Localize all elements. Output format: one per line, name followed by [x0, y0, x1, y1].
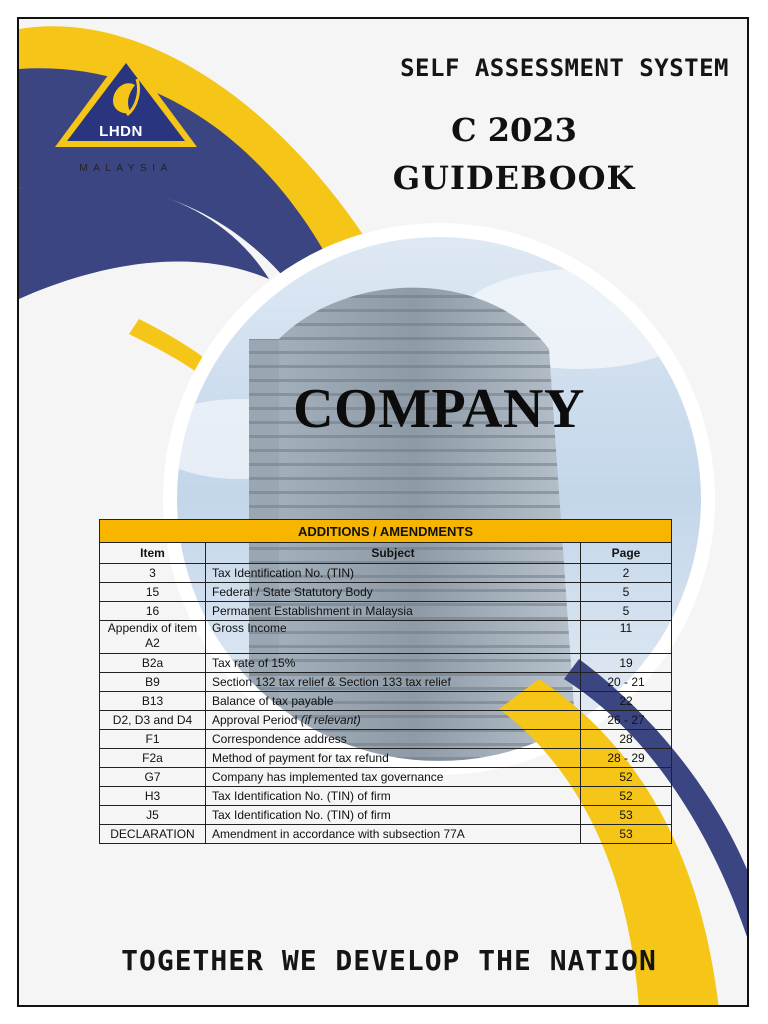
item-cell: H3	[100, 787, 206, 806]
subject-cell: Correspondence address	[206, 730, 581, 749]
subject-text: Approval Period	[212, 712, 301, 727]
subject-cell: Tax Identification No. (TIN)	[206, 564, 581, 583]
page-cell: 22	[581, 692, 672, 711]
subject-note: (if relevant)	[300, 712, 361, 727]
item-cell: B13	[100, 692, 206, 711]
form-year-title: C 2023	[451, 111, 577, 149]
table-row	[100, 583, 672, 602]
table-row	[100, 749, 672, 768]
amendments-rows	[100, 564, 672, 844]
subject-cell: Section 132 tax relief & Section 133 tax relief	[206, 673, 581, 692]
page-cell: 28	[581, 730, 672, 749]
company-title: COMPANY	[293, 378, 585, 440]
item-cell: J5	[100, 806, 206, 825]
subject-cell: Method of payment for tax refund	[206, 749, 581, 768]
table-row	[100, 602, 672, 621]
item-cell: G7	[100, 768, 206, 787]
item-cell: 3	[100, 564, 206, 583]
page-cell: 52	[581, 787, 672, 806]
item-cell: B9	[100, 673, 206, 692]
page-cell: 26 - 27	[581, 711, 672, 730]
item-cell: B2a	[100, 654, 206, 673]
table-row	[100, 564, 672, 583]
subject-cell: Tax rate of 15%	[206, 654, 581, 673]
subject-cell: Tax Identification No. (TIN) of firm	[206, 806, 581, 825]
page-cell: 20 - 21	[581, 673, 672, 692]
item-cell: 15	[100, 583, 206, 602]
guidebook-title: GUIDEBOOK	[392, 159, 636, 197]
page-cell: 53	[581, 806, 672, 825]
table-row	[100, 806, 672, 825]
page-cell: 19	[581, 654, 672, 673]
item-cell: 16	[100, 602, 206, 621]
subject-cell: Gross Income	[206, 621, 581, 654]
page-cell: 5	[581, 602, 672, 621]
table-row	[100, 825, 672, 844]
item-cell: DECLARATION	[100, 825, 206, 844]
table-row	[100, 730, 672, 749]
logo-wordmark: LHDN	[99, 123, 143, 140]
table-row	[100, 711, 672, 730]
amendments-caption: ADDITIONS / AMENDMENTS	[100, 520, 672, 543]
page-cell: 11	[581, 621, 672, 654]
column-header-item: Item	[100, 543, 206, 564]
system-title: SELF ASSESSMENT SYSTEM	[400, 54, 729, 82]
subject-cell	[206, 711, 581, 730]
item-cell: Appendix of item A2	[100, 621, 206, 654]
table-row	[100, 768, 672, 787]
subject-cell: Balance of tax payable	[206, 692, 581, 711]
subject-cell: Company has implemented tax governance	[206, 768, 581, 787]
logo-country: MALAYSIA	[79, 163, 173, 174]
lhdn-logo	[51, 49, 201, 184]
lhdn-logo-triangle	[51, 49, 201, 164]
column-header-subject: Subject	[206, 543, 581, 564]
subject-cell: Amendment in accordance with subsection 77A	[206, 825, 581, 844]
item-cell: F1	[100, 730, 206, 749]
page-cell: 2	[581, 564, 672, 583]
table-row	[100, 692, 672, 711]
page-cell: 28 - 29	[581, 749, 672, 768]
cover-page	[17, 17, 749, 1007]
item-cell: F2a	[100, 749, 206, 768]
subject-cell: Tax Identification No. (TIN) of firm	[206, 787, 581, 806]
page-cell: 53	[581, 825, 672, 844]
subject-cell: Permanent Establishment in Malaysia	[206, 602, 581, 621]
table-row	[100, 673, 672, 692]
page-cell: 5	[581, 583, 672, 602]
footer-slogan: TOGETHER WE DEVELOP THE NATION	[121, 944, 657, 977]
table-row	[100, 654, 672, 673]
item-cell: D2, D3 and D4	[100, 711, 206, 730]
table-row	[100, 621, 672, 654]
column-header-page: Page	[581, 543, 672, 564]
amendments-table	[99, 519, 672, 844]
page-cell: 52	[581, 768, 672, 787]
table-row	[100, 787, 672, 806]
subject-cell: Federal / State Statutory Body	[206, 583, 581, 602]
